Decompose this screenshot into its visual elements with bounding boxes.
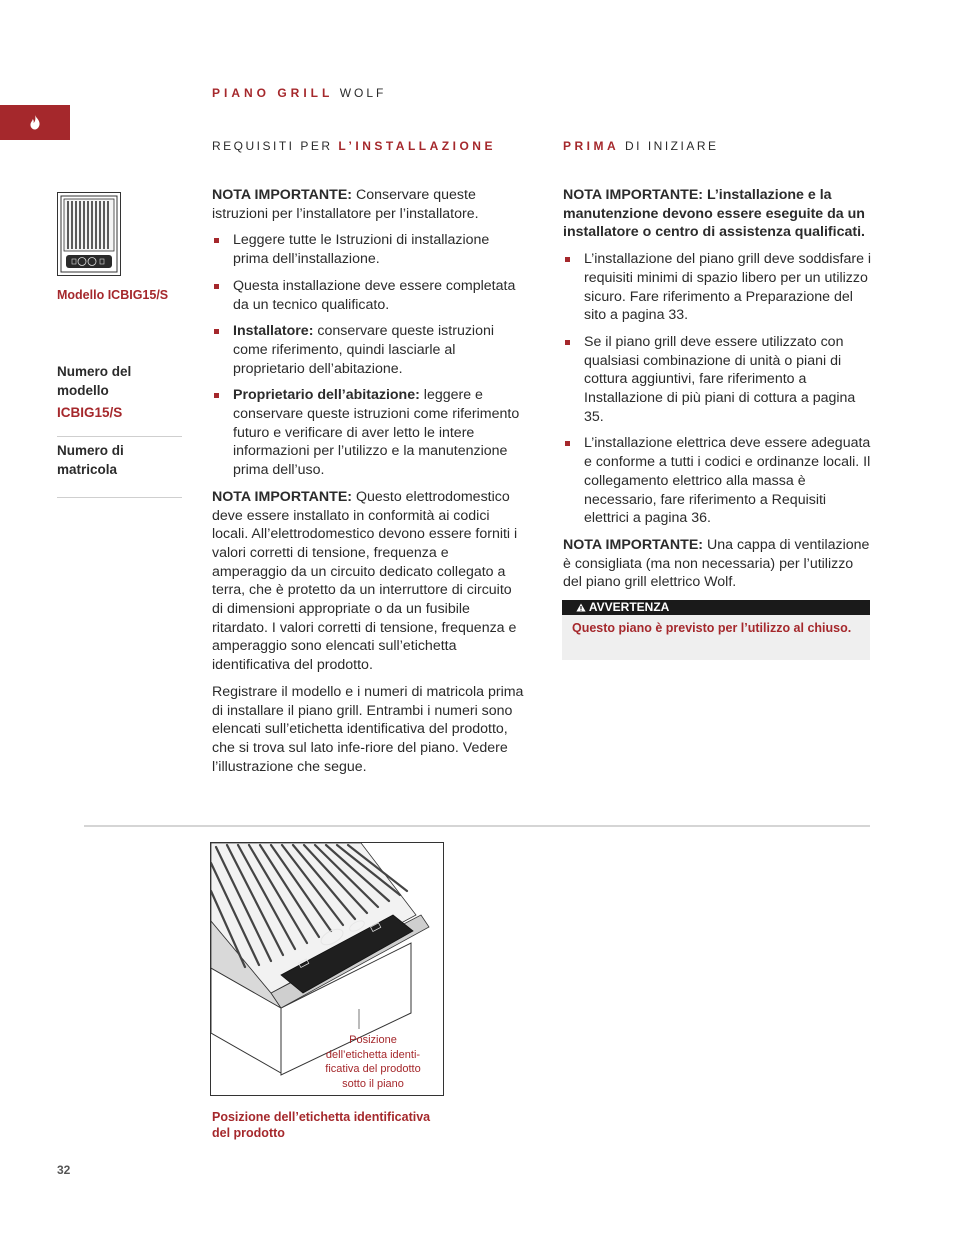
model-number-block <box>57 362 182 422</box>
list-item-text: leggere e conservare queste istruzioni come riferimento futuro e verificare di aver letto le intere informazioni per l’utilizzo e la manutenzione prima dell’uso. <box>233 387 520 479</box>
page-number: 32 <box>57 1163 71 1177</box>
model-number-value: ICBIG15/S <box>57 405 123 420</box>
note-text: Conservare queste istruzioni per l’installatore per l’installatore. <box>212 187 479 222</box>
note-label: NOTA IMPORTANTE: <box>212 488 353 505</box>
running-header-product: PIANO GRILL <box>212 86 334 100</box>
note-label: NOTA IMPORTANTE: <box>563 536 704 553</box>
list-item: L’installazione del piano grill deve soddisfare i requisiti minimi di spazio libero per un utilizzo sicuro. Fare riferimento a Preparazione del sito a pagina 33. <box>563 250 873 325</box>
model-number-label-line2: modello <box>57 383 109 398</box>
important-note <box>563 186 873 242</box>
list-item <box>212 231 526 268</box>
right-column <box>563 186 873 592</box>
warning-bar <box>562 600 870 615</box>
list-item-text: Leggere tutte le Istruzioni di installazione prima dell’installazione. <box>233 232 490 268</box>
list-item: L’installazione elettrica deve essere adeguata e conforme a tutti i codici e ordinanze locali. Il collegamento elettrico alla massa è necessario, fare riferimento a Requisiti elettrici a pagina 36. <box>563 434 873 528</box>
list-item <box>212 277 526 314</box>
warning-title: AVVERTENZA <box>588 600 670 614</box>
sidebar-divider <box>57 497 182 498</box>
note-text: Una cappa di ventilazione è consigliata (ma non necessaria) per l’utilizzo del piano grill elettrico Wolf. <box>563 536 870 591</box>
important-note <box>563 536 873 592</box>
list-item <box>212 386 526 480</box>
warning-box <box>562 600 870 660</box>
running-header <box>212 86 386 100</box>
note-text: Questo elettrodomestico deve essere installato in conformità ai codici locali. All’elettrodomestico devono essere forniti i valori corretti di tensione, frequenza e amperaggio da un circuito dedicato collegato a terra, che è protetto da un interruttore di circuito di dimensioni appropriate o da un fusibile ritardato. I valori corretti di tensione, frequenza e amperaggio sono elencati sull’etichetta identificativa del prodotto. <box>212 488 518 674</box>
left-heading-plain: REQUISITI PER <box>212 139 333 153</box>
list-item-bold: Installatore: <box>233 323 314 340</box>
serial-label-line2: matricola <box>57 462 118 477</box>
illustration-caption: Posizione dell’etichetta identificativa del prodotto <box>212 1110 431 1140</box>
section-tab <box>0 105 70 140</box>
note-label: NOTA IMPORTANTE: <box>212 187 353 203</box>
callout-line: ficativa del prodotto <box>325 1063 421 1075</box>
serial-number-block <box>57 441 182 479</box>
list-item-text: conservare queste istruzioni come riferimento, quindi lasciarle al proprietario dell’abitazione. <box>233 323 495 377</box>
left-section-heading <box>212 139 496 153</box>
running-header-brand: WOLF <box>339 86 387 100</box>
right-heading-bold: PRIMA <box>563 139 620 153</box>
model-number-label-line1: Numero del <box>57 364 132 379</box>
grill-thumbnail-image <box>58 193 120 275</box>
important-note <box>212 488 526 675</box>
sidebar-divider <box>57 436 182 437</box>
list-item <box>212 322 526 378</box>
important-note <box>212 186 526 223</box>
list-item-bold: Proprietario dell’abitazione: <box>233 387 420 404</box>
list-item: Se il piano grill deve essere utilizzato con qualsiasi combinazione di unità o piani di cottura aggiuntivi, fare riferimento a Installazione di più piani di cottura a pagina 35. <box>563 333 873 427</box>
section-divider <box>84 825 870 827</box>
flame-icon <box>29 114 41 130</box>
requirements-list <box>212 231 526 479</box>
serial-label-line1: Numero di <box>57 443 124 458</box>
left-heading-bold: L’INSTALLAZIONE <box>338 139 496 153</box>
note-text: L’installazione e la manutenzione devono essere eseguite da un installatore o centro di assistenza qualificati. <box>563 187 865 241</box>
label-location-callout <box>307 1033 439 1091</box>
callout-line: sotto il piano <box>342 1077 404 1090</box>
list-item-text: Questa installazione deve essere completata da un tecnico qualificato. <box>233 277 516 313</box>
preparation-list <box>563 250 873 528</box>
warning-triangle-icon <box>576 603 586 612</box>
model-caption: Modello ICBIG15/S <box>57 288 169 302</box>
registration-paragraph: Registrare il modello e i numeri di matricola prima di installare il piano grill. Entrambi i numeri sono elencati sull’etichetta identificativa del prodotto, che si trova sul lato infe-riore del piano. Vedere l’illustrazione che segue. <box>212 683 524 775</box>
right-heading-plain: DI INIZIARE <box>625 139 719 153</box>
right-section-heading <box>563 139 719 153</box>
left-column <box>212 186 526 776</box>
callout-line: Posizione <box>349 1034 397 1046</box>
note-label: NOTA IMPORTANTE: <box>563 187 704 203</box>
product-illustration <box>210 842 444 1096</box>
warning-text: Questo piano è previsto per l’utilizzo al chiuso. <box>572 621 852 635</box>
callout-line: dell’etichetta identi- <box>325 1048 421 1061</box>
model-thumbnail <box>57 192 121 276</box>
